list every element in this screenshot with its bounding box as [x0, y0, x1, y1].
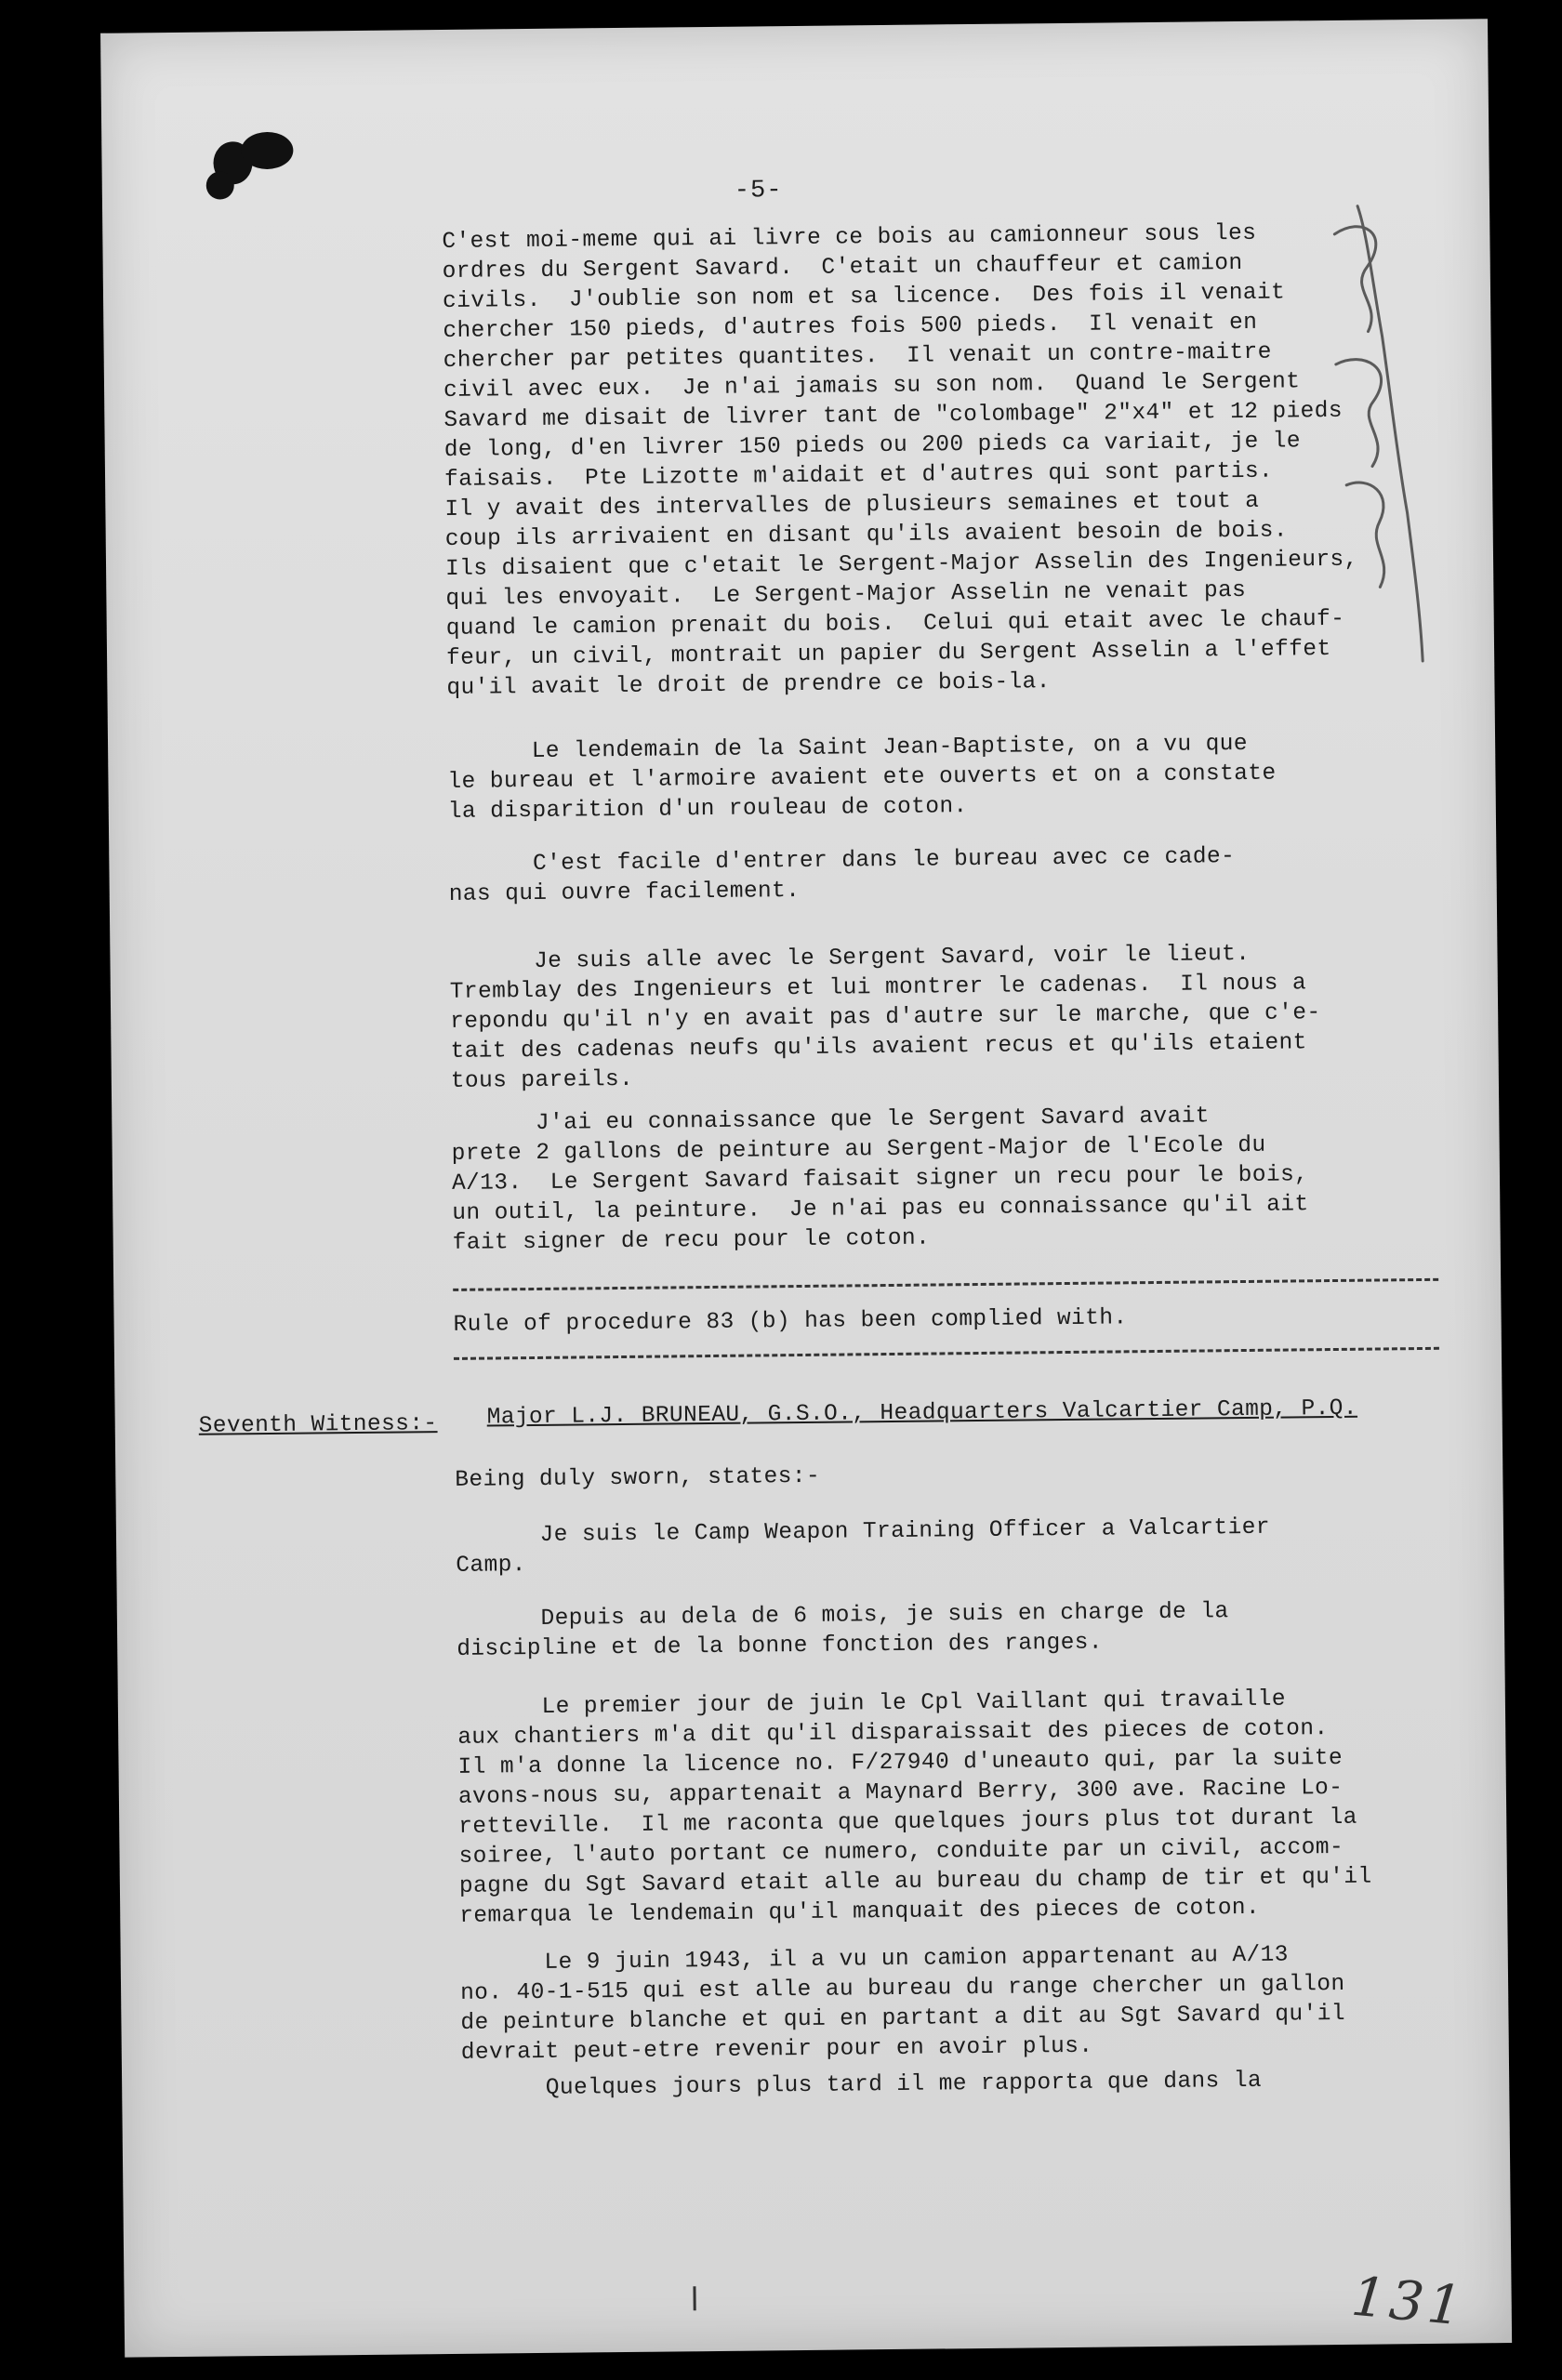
text-line: chercher 150 pieds, d'autres fois 500 pieds. Il venait en: [443, 310, 1258, 344]
text-line: avons-nous su, appartenait a Maynard Berry, 300 ave. Racine Lo-: [457, 1775, 1344, 1810]
paragraph: [447, 728, 1434, 827]
text-line: Savard me disait de livrer tant de "colombage" 2"x4" et 12 pieds: [443, 398, 1344, 433]
paragraph: [448, 840, 1435, 910]
paragraph: [449, 938, 1436, 1097]
text-line: Le lendemain de la Saint Jean-Baptiste, on a vu que: [447, 731, 1249, 765]
paragraph: [451, 1100, 1438, 1259]
text-line: de peinture blanche et qui en partant a dit au Sgt Savard qu'il: [460, 2001, 1346, 2036]
text-line: la disparition d'un rouleau de coton.: [447, 794, 968, 825]
text-line: C'est moi-meme qui ai livre ce bois au camionneur sous les: [442, 220, 1257, 255]
procedure-note: Rule of procedure 83 (b) has been complied with.: [453, 1305, 1128, 1338]
text-line: qui les envoyait. Le Sergent-Major Asselin ne venait pas: [445, 577, 1247, 612]
text-line: feur, un civil, montrait un papier du Sergent Asselin a l'effet: [445, 636, 1331, 671]
text-line: J'ai eu connaissance que le Sergent Savard avait: [451, 1104, 1210, 1137]
text-line: Il y avait des intervalles de plusieurs semaines et tout a: [444, 488, 1260, 522]
speck: [693, 2286, 695, 2310]
text-line: Je suis le Camp Weapon Training Officer a Valcartier: [455, 1514, 1271, 1549]
dashed-rule: [453, 1278, 1438, 1291]
text-line: no. 40-1-515 qui est alle au bureau du range chercher un gallon: [460, 1971, 1345, 2006]
text-line: qu'il avait le droit de prendre ce bois-la.: [446, 669, 1051, 701]
text-line: prete 2 gallons de peinture au Sergent-Major de l'Ecole du: [451, 1132, 1266, 1167]
paragraph: [456, 1512, 1442, 1581]
ink-blot: [241, 132, 293, 170]
paragraph: [461, 2065, 1447, 2105]
text-line: quand le camion prenait du bois. Celui qui etait avec le chauf-: [445, 606, 1345, 641]
text-line: coup ils arrivaient en disant qu'ils avaient besoin de bois.: [444, 518, 1289, 552]
text-line: A/13. Le Sergent Savard faisait signer un recu pour le bois,: [451, 1162, 1309, 1197]
text-line: Depuis au dela de 6 mois, je suis en charge de la: [456, 1599, 1229, 1633]
text-line: pagne du Sgt Savard etait alle au bureau du champ de tir et qu'il: [458, 1864, 1372, 1899]
dashed-rule: [454, 1347, 1439, 1360]
text-line: tous pareils.: [450, 1066, 634, 1094]
paragraph: [460, 1939, 1447, 2069]
text-line: remarqua le lendemain qu'il manquait des pieces de coton.: [459, 1895, 1261, 1929]
text-line: un outil, la peinture. Je n'ai pas eu connaissance qu'il ait: [452, 1192, 1309, 1226]
text-line: Quelques jours plus tard il me rapporta que dans la: [461, 2068, 1263, 2102]
text-line: Ils disaient que c'etait le Sergent-Major Asselin des Ingenieurs,: [444, 547, 1358, 582]
text-line: faisais. Pte Lizotte m'aidait et d'autres qui sont partis.: [443, 458, 1274, 493]
text-line: Je suis alle avec le Sergent Savard, voir le lieut.: [449, 941, 1251, 975]
text-line: Il m'a donne la licence no. F/27940 d'uneauto qui, par la suite: [457, 1745, 1344, 1780]
text-line: Camp.: [456, 1553, 526, 1579]
text-line: aux chantiers m'a dit qu'il disparaissait des pieces de coton.: [457, 1716, 1329, 1751]
text-line: Tremblay des Ingenieurs et lui montrer le cadenas. Il nous a: [449, 971, 1307, 1005]
witness-label: Seventh Witness:-: [198, 1411, 438, 1439]
paragraph: [457, 1595, 1443, 1665]
text-line: discipline et de la bonne fonction des ranges.: [457, 1630, 1104, 1662]
text-line: de long, d'en livrer 150 pieds ou 200 pieds ca variait, je le: [443, 429, 1302, 463]
paragraph: [457, 1684, 1446, 1932]
text-line: Being duly sworn, states:-: [455, 1463, 821, 1493]
text-line: le bureau et l'armoire avaient ete ouverts et on a constate: [447, 760, 1277, 795]
text-line: civil avec eux. Je n'ai jamais su son nom. Quand le Sergent: [443, 369, 1301, 403]
text-line: ordres du Sergent Savard. C'etait un chauffeur et camion: [442, 250, 1243, 284]
text-line: fait signer de recu pour le coton.: [452, 1225, 931, 1256]
text-line: soiree, l'auto portant ce numero, conduite par un civil, accom-: [458, 1834, 1344, 1870]
page-number: -5-: [734, 177, 783, 205]
pencil-annotation: [1278, 177, 1470, 681]
paragraph: [455, 1456, 1440, 1496]
text-line: repondu qu'il n'y en avait pas d'autre sur le marche, que c'e-: [450, 1000, 1321, 1035]
text-line: devrait peut-etre revenir pour en avoir plus.: [460, 2033, 1093, 2066]
text-line: chercher par petites quantites. Il venait un contre-maitre: [443, 339, 1272, 374]
text-line: Le 9 juin 1943, il a vu un camion appartenant au A/13: [459, 1942, 1289, 1977]
text-line: nas qui ouvre facilement.: [448, 878, 801, 907]
ink-blot: [206, 171, 234, 199]
handwritten-folio-number: 131: [1348, 2264, 1469, 2338]
text-line: Le premier jour de juin le Cpl Vaillant qui travaille: [457, 1686, 1287, 1721]
text-line: tait des cadenas neufs qu'ils avaient recus et qu'ils etaient: [450, 1030, 1307, 1064]
document-page: [100, 19, 1512, 2357]
text-line: civils. J'oublie son nom et sa licence. Des fois il venait: [442, 280, 1286, 314]
witness-name: Major L.J. BRUNEAU, G.S.O., Headquarters Valcartier Camp, P.Q.: [486, 1395, 1358, 1431]
text-line: C'est facile d'entrer dans le bureau avec ce cade-: [448, 844, 1236, 878]
text-line: retteville. Il me raconta que quelques jours plus tot durant la: [458, 1805, 1357, 1840]
